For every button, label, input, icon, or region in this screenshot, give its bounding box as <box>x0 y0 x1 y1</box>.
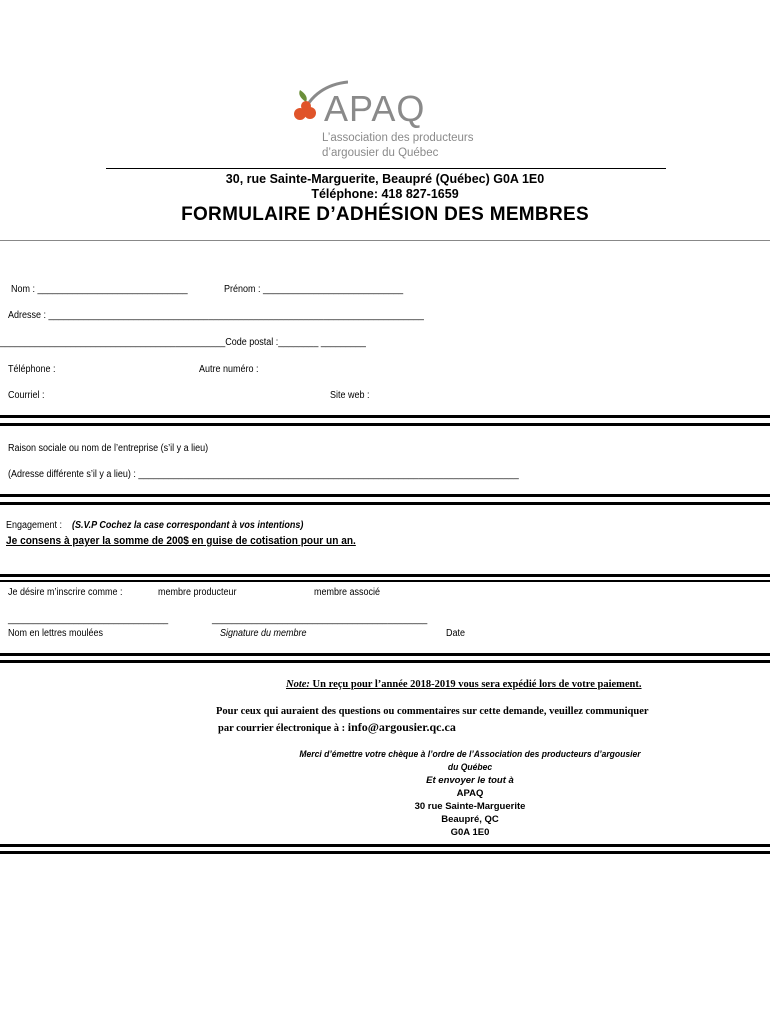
autre-numero-field[interactable]: Autre numéro : <box>199 364 259 375</box>
date-label: Date <box>446 628 466 639</box>
producer-option[interactable]: membre producteur <box>158 587 237 598</box>
logo-name: APAQ <box>324 88 426 129</box>
associate-option[interactable]: membre associé <box>314 587 381 598</box>
section-divider-1a <box>0 415 770 418</box>
apaq-logo <box>288 80 488 164</box>
section-divider-3a <box>0 574 770 577</box>
note-line <box>286 679 642 690</box>
raison-sociale-field[interactable]: Raison sociale ou nom de l’entreprise (s’il y a lieu) <box>8 443 209 454</box>
name-line[interactable]: ________________________________ <box>8 614 169 625</box>
questions-text-1: Pour ceux qui auraient des questions ou commentaires sur cette demande, veuillez communiquer <box>216 706 649 717</box>
logo-subtitle-1: L’association des producteurs <box>322 132 474 144</box>
section-divider-2a <box>0 494 770 497</box>
mail-postal: G0A 1E0 <box>450 827 490 838</box>
section-divider-3b <box>0 580 770 582</box>
engagement-instruction: (S.V.P Cochez la case correspondant à vos intentions) <box>72 520 304 531</box>
engagement-label: Engagement : <box>6 520 63 531</box>
header-phone: Téléphone: 418 827-1659 <box>311 187 459 201</box>
cheque-instruction: Merci d’émettre votre chèque à l’ordre de l’Association des producteurs d’argousier du Québec <box>299 749 641 773</box>
section-divider-4b <box>0 660 770 663</box>
page-title: FORMULAIRE D’ADHÉSION DES MEMBRES <box>181 204 589 225</box>
note-label: Note: <box>286 679 310 690</box>
section-divider-4a <box>0 653 770 656</box>
signature-label: Signature du membre <box>220 628 307 639</box>
bottom-divider-b <box>0 851 770 854</box>
signature-line[interactable]: ___________________________________________ <box>212 614 428 625</box>
header-rule <box>106 168 666 169</box>
mail-name: APAQ <box>456 788 484 799</box>
logo-subtitle-2: d’argousier du Québec <box>322 147 439 159</box>
consent-checkbox-label[interactable]: Je consens à payer la somme de 200$ en guise de cotisation pour un an. <box>6 535 356 547</box>
bottom-divider-a <box>0 844 770 847</box>
send-instruction: Et envoyer le tout à <box>426 775 514 786</box>
section-divider-2b <box>0 502 770 505</box>
telephone-field[interactable]: Téléphone : <box>8 364 56 375</box>
membership-label: Je désire m’inscrire comme : <box>8 587 123 598</box>
nom-field[interactable]: Nom : ______________________________ <box>11 284 188 295</box>
questions-prefix: par courrier électronique à : <box>218 723 348 734</box>
questions-text-2 <box>218 720 456 735</box>
code-postal-field[interactable]: _____________________________________________Code postal :________ _________ <box>0 337 366 348</box>
adresse-differente-field[interactable]: (Adresse différente s’il y a lieu) : ____________________________________________________________________________ <box>8 469 519 480</box>
title-divider <box>0 240 770 241</box>
mailing-instructions <box>280 748 660 839</box>
note-text: Un reçu pour l’année 2018-2019 vous sera expédié lors de votre paiement. <box>312 679 642 690</box>
name-label: Nom en lettres moulées <box>8 628 104 639</box>
header-address: 30, rue Sainte-Marguerite, Beaupré (Québec) G0A 1E0 <box>225 172 545 186</box>
contact-email-link[interactable]: info@argousier.qc.ca <box>347 720 456 734</box>
courriel-field[interactable]: Courriel : <box>8 390 45 401</box>
adresse-field[interactable]: Adresse : ___________________________________________________________________________ <box>8 310 424 321</box>
site-web-field[interactable]: Site web : <box>330 390 370 401</box>
prenom-field[interactable]: Prénom : ____________________________ <box>224 284 404 295</box>
section-divider-1b <box>0 423 770 426</box>
mail-street: 30 rue Sainte-Marguerite <box>414 801 526 812</box>
mail-city: Beaupré, QC <box>441 814 499 825</box>
